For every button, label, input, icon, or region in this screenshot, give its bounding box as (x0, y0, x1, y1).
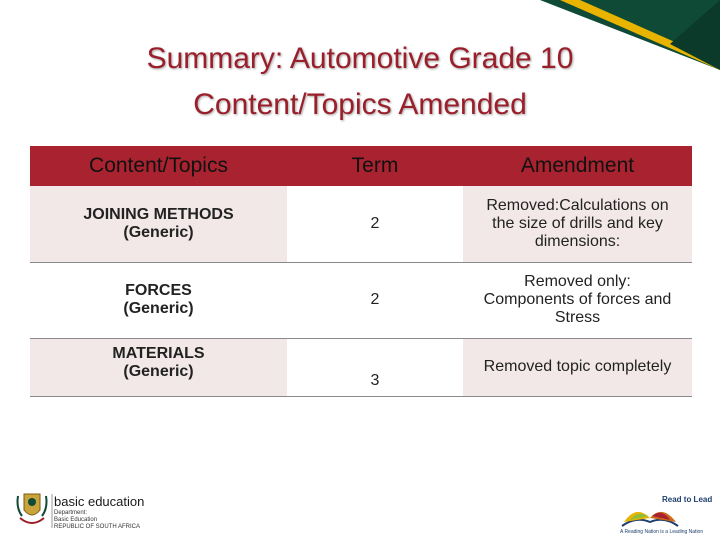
amendment-text: Components of forces and (483, 291, 672, 308)
read-to-lead-title: Read to Lead (662, 495, 713, 504)
amendment-text: dimensions: (534, 232, 621, 250)
department-name: basic education (54, 494, 145, 509)
title-line-2: Content/Topics Amended (193, 88, 527, 121)
header-term: Term (287, 146, 463, 186)
topic-qualifier: (Generic) (123, 362, 194, 380)
title-line-1: Summary: Automotive Grade 10 (146, 42, 574, 75)
table-header-row (30, 146, 692, 186)
header-amendment: Amendment (463, 146, 692, 186)
amendment-text: Removed only: (524, 273, 631, 290)
amendment-cell (463, 338, 692, 396)
term-cell: 2 (287, 262, 463, 338)
term-cell: 2 (287, 186, 463, 262)
department-sub-line: Basic Education (54, 517, 98, 523)
summary-table (30, 146, 692, 397)
topic-cell (30, 262, 287, 338)
amendment-text: Stress (554, 309, 601, 326)
department-sub-line: REPUBLIC OF SOUTH AFRICA (54, 524, 141, 530)
term-cell: 3 (287, 338, 463, 396)
amendment-cell (463, 262, 692, 338)
department-sub-line: Department: (54, 510, 88, 516)
topic-name: FORCES (125, 282, 192, 299)
header-content-topics: Content/Topics (30, 146, 287, 186)
table-row (30, 262, 692, 338)
amendment-cell (463, 186, 692, 262)
read-to-lead-tagline: A Reading Nation is a Leading Nation (620, 529, 704, 535)
topic-qualifier: (Generic) (123, 223, 194, 241)
table-row (30, 186, 692, 262)
topic-cell (30, 338, 287, 396)
topic-qualifier: (Generic) (123, 300, 194, 317)
amendment-text: Removed topic completely (483, 358, 672, 375)
page-title (0, 36, 720, 128)
topic-name: MATERIALS (112, 344, 205, 362)
topic-cell (30, 186, 287, 262)
department-subtitle (54, 510, 140, 531)
topic-name: JOINING METHODS (83, 205, 234, 223)
amendment-text: Removed:Calculations on (486, 196, 669, 214)
table-row (30, 338, 692, 396)
amendment-text: the size of drills and key (492, 214, 663, 232)
